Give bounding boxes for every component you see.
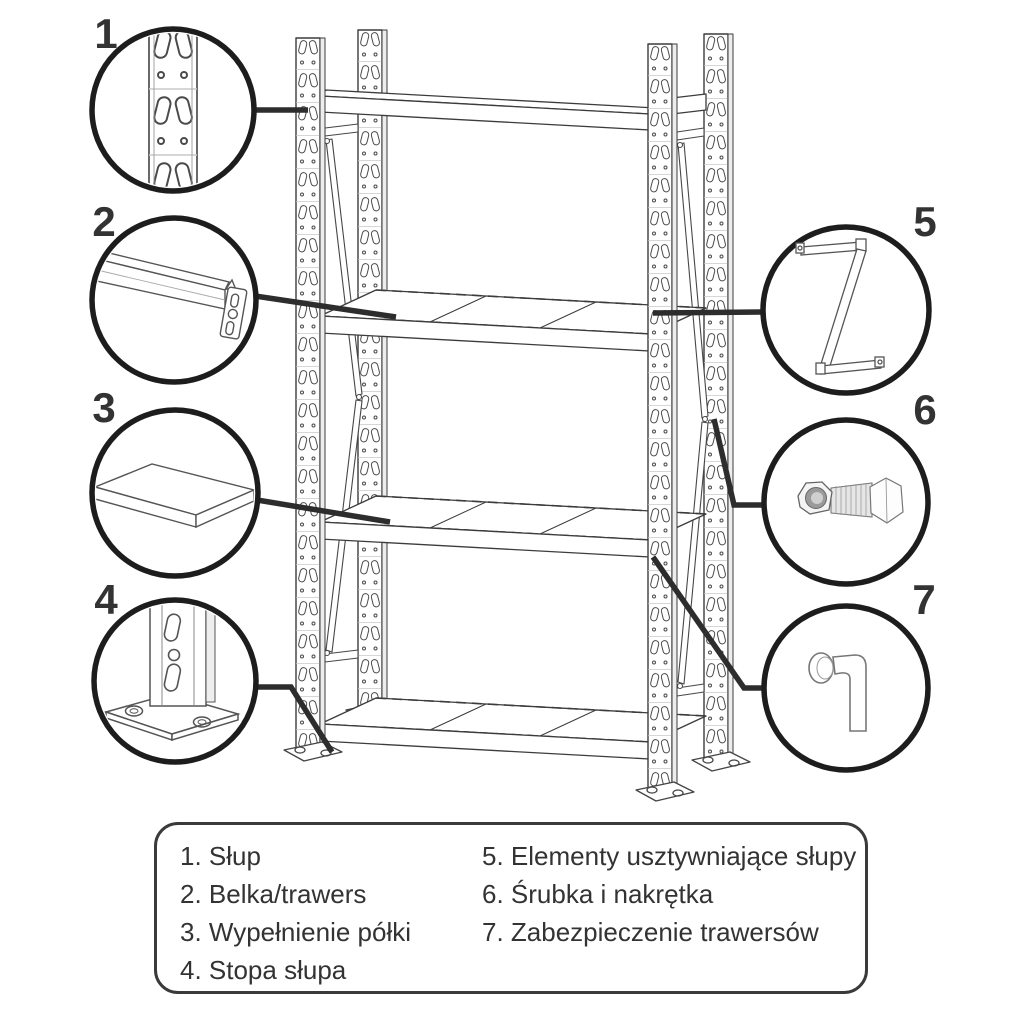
callout-number-5: 5 <box>913 198 937 245</box>
callout-5-z-brace <box>763 198 937 393</box>
rack-brace-left-frame <box>325 124 363 662</box>
legend-column-left <box>180 837 411 989</box>
callout-number-4: 4 <box>94 576 118 623</box>
legend-item-6: 6. Śrubka i nakrętka <box>482 879 714 909</box>
callout-1-post <box>92 10 254 194</box>
callout-3-shelf-panel <box>92 384 258 576</box>
callout-number-7: 7 <box>912 576 936 623</box>
legend-item-3: 3. Wypełnienie półki <box>180 917 412 947</box>
callout-2-beam <box>92 198 256 382</box>
rack-post-left-front <box>296 38 325 752</box>
legend-box <box>154 822 868 994</box>
leader-5 <box>653 312 762 313</box>
callout-number-6: 6 <box>913 386 937 433</box>
callout-number-2: 2 <box>92 198 116 245</box>
rack-foot-right-front <box>636 782 694 801</box>
legend-item-7: 7. Zabezpieczenie trawersów <box>482 917 819 947</box>
legend-item-2: 2. Belka/trawers <box>180 879 367 909</box>
legend-item-1: 1. Słup <box>180 841 261 871</box>
rack-post-left-back <box>358 30 387 710</box>
rack-illustration <box>284 30 750 801</box>
rack-foot-left-front <box>284 742 342 761</box>
rack-post-right-front <box>648 44 677 790</box>
rack-foot-right-back <box>692 752 750 771</box>
callout-circle-7 <box>764 606 928 770</box>
callout-number-3: 3 <box>92 384 116 431</box>
callout-7-safety-pin <box>764 576 936 770</box>
perforated-post-detail-icon <box>149 26 197 194</box>
legend-column-right <box>482 837 856 951</box>
callout-number-1: 1 <box>94 10 118 57</box>
legend-item-5: 5. Elementy usztywniające słupy <box>482 841 857 871</box>
legend-item-4: 4. Stopa słupa <box>180 955 347 985</box>
callout-6-bolt-nut <box>764 386 937 584</box>
callout-4-post-foot <box>94 576 256 762</box>
